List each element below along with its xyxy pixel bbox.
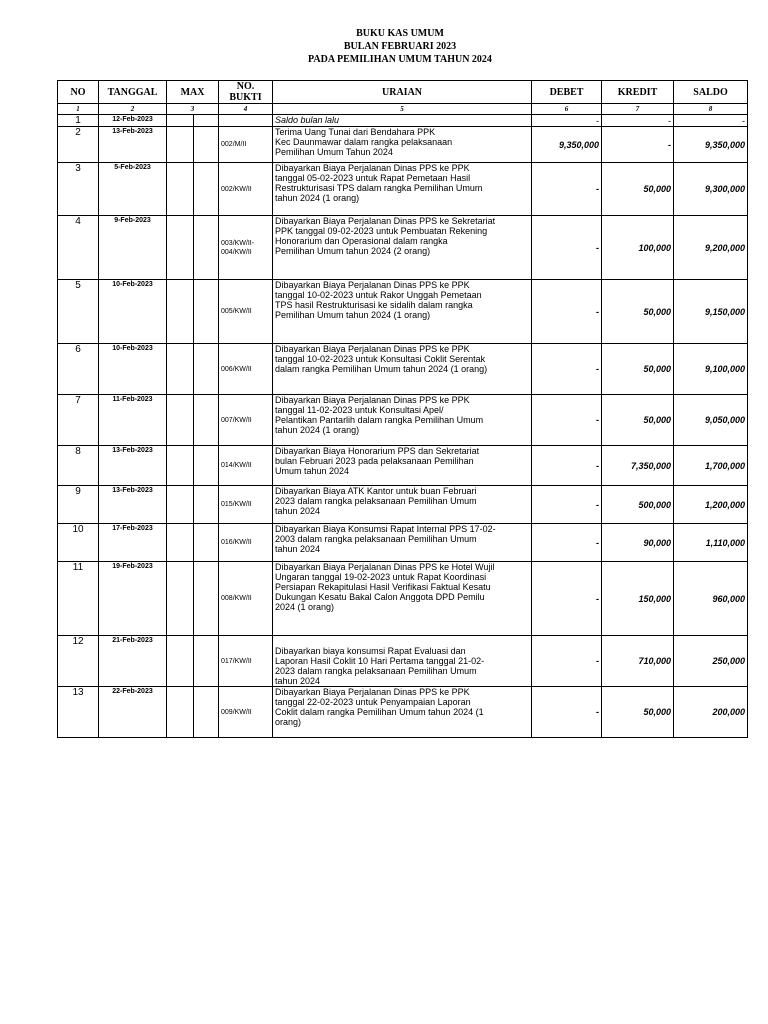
row-balance: 1,700,000 <box>674 446 748 486</box>
column-number-row <box>58 104 748 115</box>
row-credit: 50,000 <box>602 687 674 738</box>
table-row <box>58 280 748 344</box>
row-max-a <box>167 395 194 446</box>
row-number: 3 <box>58 163 99 216</box>
col-number: 3 <box>167 104 219 115</box>
row-balance: 9,200,000 <box>674 216 748 280</box>
row-number: 1 <box>58 115 99 127</box>
row-debit: - <box>532 486 602 524</box>
row-date: 21-Feb-2023 <box>99 636 167 687</box>
row-number: 13 <box>58 687 99 738</box>
table-row <box>58 163 748 216</box>
row-debit: - <box>532 395 602 446</box>
row-date: 19-Feb-2023 <box>99 562 167 636</box>
row-number: 10 <box>58 524 99 562</box>
row-balance: - <box>674 115 748 127</box>
row-debit: - <box>532 163 602 216</box>
row-balance: 9,100,000 <box>674 344 748 395</box>
col-header-max: MAX <box>167 81 219 104</box>
row-credit: 150,000 <box>602 562 674 636</box>
col-number: 2 <box>99 104 167 115</box>
table-row <box>58 216 748 280</box>
row-date: 5-Feb-2023 <box>99 163 167 216</box>
row-number: 8 <box>58 446 99 486</box>
row-debit: - <box>532 280 602 344</box>
row-receipt-number: 007/KW/II <box>219 395 273 446</box>
row-debit: - <box>532 524 602 562</box>
row-max-a <box>167 216 194 280</box>
row-credit: 50,000 <box>602 280 674 344</box>
row-description: Dibayarkan Biaya ATK Kantor untuk buan Februari 2023 dalam rangka pelaksanaan Pemilihan Umum tahun 2024 <box>273 486 532 524</box>
col-number: 1 <box>58 104 99 115</box>
row-receipt-number: 015/KW/II <box>219 486 273 524</box>
row-date: 11-Feb-2023 <box>99 395 167 446</box>
row-debit: - <box>532 115 602 127</box>
row-receipt-number: 006/KW/II <box>219 344 273 395</box>
table-row <box>58 344 748 395</box>
col-number: 8 <box>674 104 748 115</box>
row-balance: 1,110,000 <box>674 524 748 562</box>
col-number: 6 <box>532 104 602 115</box>
row-date: 13-Feb-2023 <box>99 486 167 524</box>
row-max-b <box>194 524 219 562</box>
col-number: 4 <box>219 104 273 115</box>
row-number: 6 <box>58 344 99 395</box>
table-row <box>58 687 748 738</box>
col-header-debet: DEBET <box>532 81 602 104</box>
row-max-a <box>167 524 194 562</box>
table-row <box>58 636 748 687</box>
row-credit: - <box>602 127 674 163</box>
col-header-no: NO <box>58 81 99 104</box>
row-credit: 50,000 <box>602 163 674 216</box>
row-max-a <box>167 280 194 344</box>
row-max-a <box>167 115 194 127</box>
row-description: Dibayarkan Biaya Perjalanan Dinas PPS ke PPK tanggal 05-02-2023 untuk Rapat Pemetaan Hasil Restrukturisasi TPS dalam rangka Pemilihan Umum tahun 2024 (1 orang) <box>273 163 532 216</box>
row-number: 2 <box>58 127 99 163</box>
row-description: Saldo bulan lalu <box>273 115 532 127</box>
col-header-kredit: KREDIT <box>602 81 674 104</box>
row-max-b <box>194 280 219 344</box>
row-balance: 200,000 <box>674 687 748 738</box>
row-receipt-number <box>219 115 273 127</box>
row-max-a <box>167 562 194 636</box>
row-debit: - <box>532 636 602 687</box>
row-description: Dibayarkan Biaya Perjalanan Dinas PPS ke Hotel Wujil Ungaran tanggal 19-02-2023 untuk Rapat Koordinasi Persiapan Rekapitulasi Hasil Verifikasi Faktual Kesatu Dukungan Kesatu Bakal Calon Anggota DPD Pemilu 2024 (1 orang) <box>273 562 532 636</box>
table-row <box>58 127 748 163</box>
row-credit: 100,000 <box>602 216 674 280</box>
ledger-period: BULAN FEBRUARI 2023 <box>343 41 457 52</box>
row-description: Terima Uang Tunai dari Bendahara PPK Kec Daunmawar dalam rangka pelaksanaan Pemilihan Umum Tahun 2024 <box>273 127 532 163</box>
row-number: 7 <box>58 395 99 446</box>
col-number: 7 <box>602 104 674 115</box>
row-max-a <box>167 446 194 486</box>
row-max-a <box>167 687 194 738</box>
row-max-b <box>194 127 219 163</box>
row-balance: 9,050,000 <box>674 395 748 446</box>
row-date: 13-Feb-2023 <box>99 127 167 163</box>
row-debit: - <box>532 687 602 738</box>
ledger-body <box>58 115 748 738</box>
row-date: 22-Feb-2023 <box>99 687 167 738</box>
row-balance: 9,300,000 <box>674 163 748 216</box>
row-number: 9 <box>58 486 99 524</box>
row-credit: 50,000 <box>602 395 674 446</box>
row-description: Dibayarkan biaya konsumsi Rapat Evaluasi dan Laporan Hasil Coklit 10 Hari Pertama tanggal 21-02- 2023 dalam rangka pelaksanaan Pemilihan Umum tahun 2024 <box>273 636 532 687</box>
row-max-b <box>194 562 219 636</box>
row-date: 9-Feb-2023 <box>99 216 167 280</box>
row-description: Dibayarkan Biaya Honorarium PPS dan Sekretariat bulan Februari 2023 pada pelaksanaan Pemilihan Umum tahun 2024 <box>273 446 532 486</box>
table-row <box>58 115 748 127</box>
row-description: Dibayarkan Biaya Perjalanan Dinas PPS ke PPK tanggal 22-02-2023 untuk Penyampaian Laporan Coklit dalam rangka Pemilihan Umum tahun 2024 (1 orang) <box>273 687 532 738</box>
col-header-bukti: NO. BUKTI <box>219 81 273 104</box>
row-max-b <box>194 395 219 446</box>
row-max-b <box>194 344 219 395</box>
table-row <box>58 446 748 486</box>
row-receipt-number: 014/KW/II <box>219 446 273 486</box>
row-balance: 250,000 <box>674 636 748 687</box>
row-receipt-number: 005/KW/II <box>219 280 273 344</box>
row-balance: 1,200,000 <box>674 486 748 524</box>
row-credit: 500,000 <box>602 486 674 524</box>
row-date: 10-Feb-2023 <box>99 280 167 344</box>
row-description: Dibayarkan Biaya Perjalanan Dinas PPS ke PPK tanggal 10-02-2023 untuk Konsultasi Coklit Serentak dalam rangka Pemilihan Umum tahun 2024 (1 orang) <box>273 344 532 395</box>
row-date: 13-Feb-2023 <box>99 446 167 486</box>
table-row <box>58 395 748 446</box>
table-row <box>58 486 748 524</box>
row-credit: - <box>602 115 674 127</box>
row-description: Dibayarkan Biaya Perjalanan Dinas PPS ke PPK tanggal 11-02-2023 untuk Konsultasi Apel/ Pelantikan Pantarlih dalam rangka Pemilihan Umum tahun 2024 (1 orang) <box>273 395 532 446</box>
row-receipt-number: 017/KW/II <box>219 636 273 687</box>
row-debit: - <box>532 446 602 486</box>
row-number: 4 <box>58 216 99 280</box>
row-balance: 9,150,000 <box>674 280 748 344</box>
row-date: 17-Feb-2023 <box>99 524 167 562</box>
row-debit: - <box>532 216 602 280</box>
table-row <box>58 524 748 562</box>
row-description: Dibayarkan Biaya Perjalanan Dinas PPS ke Sekretariat PPK tanggal 09-02-2023 untuk Pembuatan Rekening Honorarium dan Operasional dalam rangka Pemilihan Umum tahun 2024 (2 orang) <box>273 216 532 280</box>
row-max-a <box>167 163 194 216</box>
row-balance: 9,350,000 <box>674 127 748 163</box>
row-max-b <box>194 636 219 687</box>
row-max-a <box>167 344 194 395</box>
table-row <box>58 562 748 636</box>
row-credit: 710,000 <box>602 636 674 687</box>
ledger-subtitle: PADA PEMILIHAN UMUM TAHUN 2024 <box>308 54 492 65</box>
row-receipt-number: 002/M/II <box>219 127 273 163</box>
row-max-b <box>194 216 219 280</box>
row-number: 11 <box>58 562 99 636</box>
row-date: 12-Feb-2023 <box>99 115 167 127</box>
row-credit: 90,000 <box>602 524 674 562</box>
row-receipt-number: 008/KW/II <box>219 562 273 636</box>
row-max-a <box>167 636 194 687</box>
row-max-b <box>194 163 219 216</box>
row-description: Dibayarkan Biaya Konsumsi Rapat Internal PPS 17-02- 2003 dalam rangka pelaksanaan Pemilihan Umum tahun 2024 <box>273 524 532 562</box>
row-number: 5 <box>58 280 99 344</box>
row-debit: 9,350,000 <box>532 127 602 163</box>
row-receipt-number: 002/KW/II <box>219 163 273 216</box>
row-max-a <box>167 486 194 524</box>
ledger-title: BUKU KAS UMUM <box>356 28 444 39</box>
row-max-b <box>194 446 219 486</box>
row-number: 12 <box>58 636 99 687</box>
row-receipt-number: 016/KW/II <box>219 524 273 562</box>
header-row <box>58 81 748 104</box>
col-header-saldo: SALDO <box>674 81 748 104</box>
row-max-b <box>194 687 219 738</box>
row-max-b <box>194 115 219 127</box>
row-receipt-number: 003/KW/II- 004/KW/II <box>219 216 273 280</box>
row-max-b <box>194 486 219 524</box>
col-header-uraian: URAIAN <box>273 81 532 104</box>
row-credit: 50,000 <box>602 344 674 395</box>
row-max-a <box>167 127 194 163</box>
row-balance: 960,000 <box>674 562 748 636</box>
cash-ledger-table <box>57 80 748 738</box>
col-header-tanggal: TANGGAL <box>99 81 167 104</box>
row-debit: - <box>532 562 602 636</box>
row-credit: 7,350,000 <box>602 446 674 486</box>
row-description: Dibayarkan Biaya Perjalanan Dinas PPS ke PPK tanggal 10-02-2023 untuk Rakor Unggah Pemetaan TPS hasil Restrukturisasi ke sidalih dalam rangka Pemilihan Umum tahun 2024 (1 orang) <box>273 280 532 344</box>
row-debit: - <box>532 344 602 395</box>
col-number: 5 <box>273 104 532 115</box>
row-date: 10-Feb-2023 <box>99 344 167 395</box>
row-receipt-number: 009/KW/II <box>219 687 273 738</box>
